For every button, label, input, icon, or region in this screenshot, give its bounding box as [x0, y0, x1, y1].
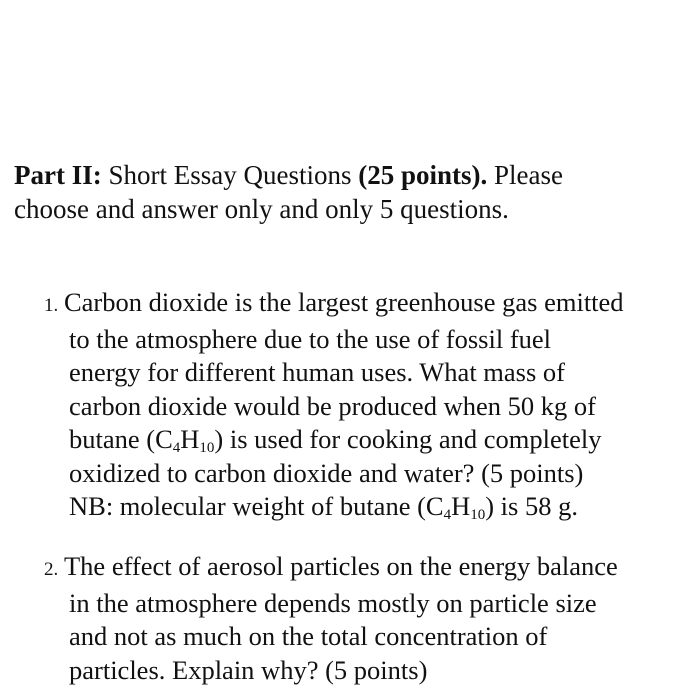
- question-line-formula: [44, 423, 664, 457]
- instruction-text: choose and answer only and only 5 questions.: [14, 194, 509, 224]
- question-number: 2.: [44, 559, 59, 580]
- section-title: Short Essay Questions: [101, 160, 359, 190]
- section-points: (25 points).: [358, 160, 488, 190]
- question-line: carbon dioxide would be produced when 50 kg of: [69, 390, 596, 421]
- formula-text: butane (C: [69, 424, 173, 454]
- formula-text: ) is used for cooking and completely: [214, 424, 602, 454]
- question-line: [44, 550, 664, 587]
- question-line: [44, 286, 664, 323]
- question-number: 1.: [44, 295, 59, 316]
- question-text: Carbon dioxide is the largest greenhouse gas emitted: [64, 287, 624, 317]
- formula-subscript: 10: [199, 440, 215, 456]
- question-line: particles. Explain why? (5 points): [69, 654, 428, 685]
- formula-subscript: 10: [470, 507, 486, 523]
- question-line: oxidized to carbon dioxide and water? (5 points): [69, 457, 584, 488]
- question-line: energy for different human uses. What mass of: [69, 357, 566, 387]
- question-line: in the atmosphere depends mostly on particle size: [69, 587, 597, 618]
- formula-text: H: [180, 424, 200, 454]
- formula-subscript: 4: [443, 507, 452, 523]
- question-line: to the atmosphere due to the use of fossil fuel: [69, 323, 552, 354]
- question-2: [44, 550, 664, 687]
- note-text: NB: molecular weight of butane (C: [69, 491, 444, 521]
- formula-subscript: 4: [172, 440, 181, 456]
- part-label: Part II:: [14, 160, 102, 190]
- note-text: ) is 58 g.: [485, 491, 578, 521]
- section-heading: [14, 158, 674, 226]
- question-note: [44, 490, 664, 524]
- note-text: H: [451, 491, 471, 521]
- question-1: [44, 286, 664, 524]
- instruction-text-start: Please: [487, 160, 563, 190]
- question-line: and not as much on the total concentration of: [69, 621, 548, 651]
- heading-line-1: [14, 158, 674, 192]
- question-text: The effect of aerosol particles on the energy balance: [64, 551, 618, 581]
